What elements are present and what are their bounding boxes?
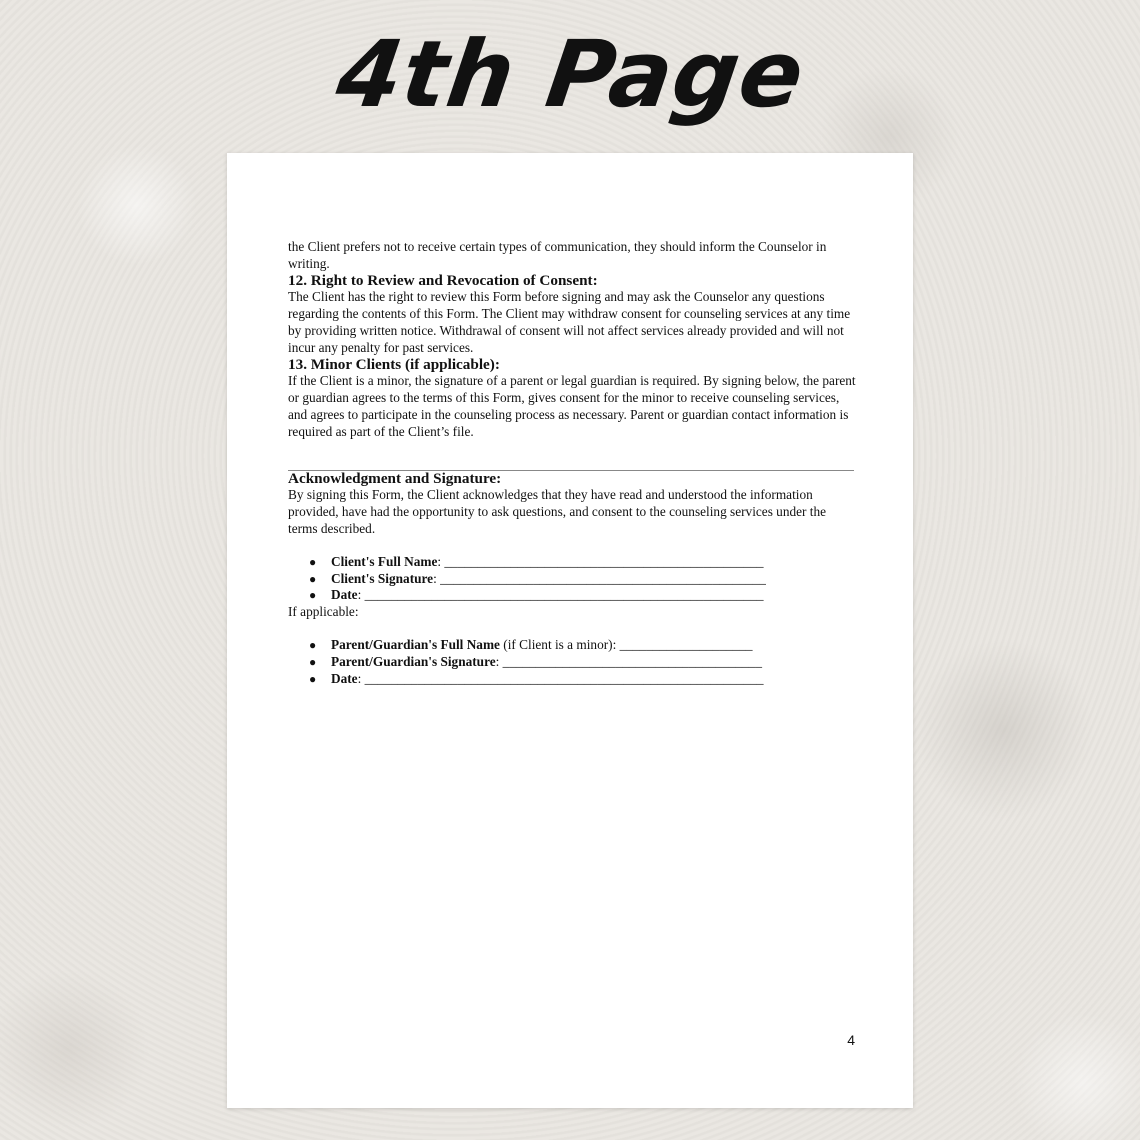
acknowledgment-body: By signing this Form, the Client acknowledges that they have read and understood the information provided, have had the opportunity to ask questions, and consent to the counseling services under the terms described. [288, 487, 827, 536]
bullet-icon: ● [309, 671, 317, 686]
guardian-signature-fields [288, 637, 858, 687]
field-label: Date [331, 670, 358, 686]
field-label: Parent/Guardian's Full Name [331, 636, 500, 652]
bullet-icon: ● [309, 637, 317, 652]
field-label: Date [331, 587, 358, 603]
page-heading: 4th Page [330, 21, 811, 128]
field-label: Client's Signature [331, 570, 434, 586]
field-suffix: : [437, 553, 445, 569]
client-signature-field[interactable] [309, 570, 858, 588]
field-suffix: (if Client is a minor): [499, 636, 620, 652]
field-blank[interactable]: _______________________________________ [502, 653, 762, 669]
section-12-body: The Client has the right to review this Form before signing and may ask the Counselor any questions regarding the contents of this Form. The Client may withdraw consent for counseling services at any time by providing written notice. Withdrawal of consent will not affect services already provided and will not incur any penalty for past services. [288, 289, 851, 355]
client-signature-fields [288, 554, 858, 604]
field-suffix: : [357, 670, 365, 686]
page-number: 4 [847, 1032, 855, 1048]
document-page [227, 153, 913, 1108]
bullet-icon: ● [309, 588, 317, 603]
document-content [288, 239, 858, 687]
guardian-full-name-field[interactable] [309, 636, 858, 654]
bullet-icon: ● [309, 571, 317, 586]
section-12-heading: 12. Right to Review and Revocation of Consent: [288, 271, 598, 289]
field-blank[interactable]: ________________________________________________ [444, 553, 764, 569]
client-date-field[interactable] [309, 587, 858, 604]
field-blank[interactable]: ____________________________________________________________ [364, 670, 764, 686]
acknowledgment-heading: Acknowledgment and Signature: [288, 469, 502, 487]
bullet-icon: ● [309, 554, 317, 569]
field-blank[interactable]: _________________________________________________ [440, 570, 766, 586]
field-label: Client's Full Name [331, 553, 438, 569]
field-blank[interactable]: ____________________________________________________________ [364, 587, 764, 603]
section-13-heading: 13. Minor Clients (if applicable): [288, 355, 500, 373]
section-13-body: If the Client is a minor, the signature of a parent or legal guardian is required. By signing below, the parent or guardian agrees to the terms of this Form, gives consent for the minor to receive counseling services, and agrees to participate in the counseling process as necessary. Parent or guardian contact information is required as part of the Client’s file. [288, 373, 856, 439]
field-suffix: : [433, 570, 441, 586]
field-suffix: : [357, 587, 365, 603]
if-applicable-label: If applicable: [288, 604, 359, 620]
field-suffix: : [495, 653, 503, 669]
intro-paragraph: the Client prefers not to receive certain types of communication, they should inform the Counselor in writing. [288, 239, 827, 271]
guardian-signature-field[interactable] [309, 653, 858, 671]
guardian-date-field[interactable] [309, 670, 858, 688]
field-blank[interactable]: ____________________ [619, 636, 753, 652]
client-full-name-field[interactable] [309, 553, 858, 571]
bullet-icon: ● [309, 654, 317, 669]
field-label: Parent/Guardian's Signature [331, 653, 496, 669]
